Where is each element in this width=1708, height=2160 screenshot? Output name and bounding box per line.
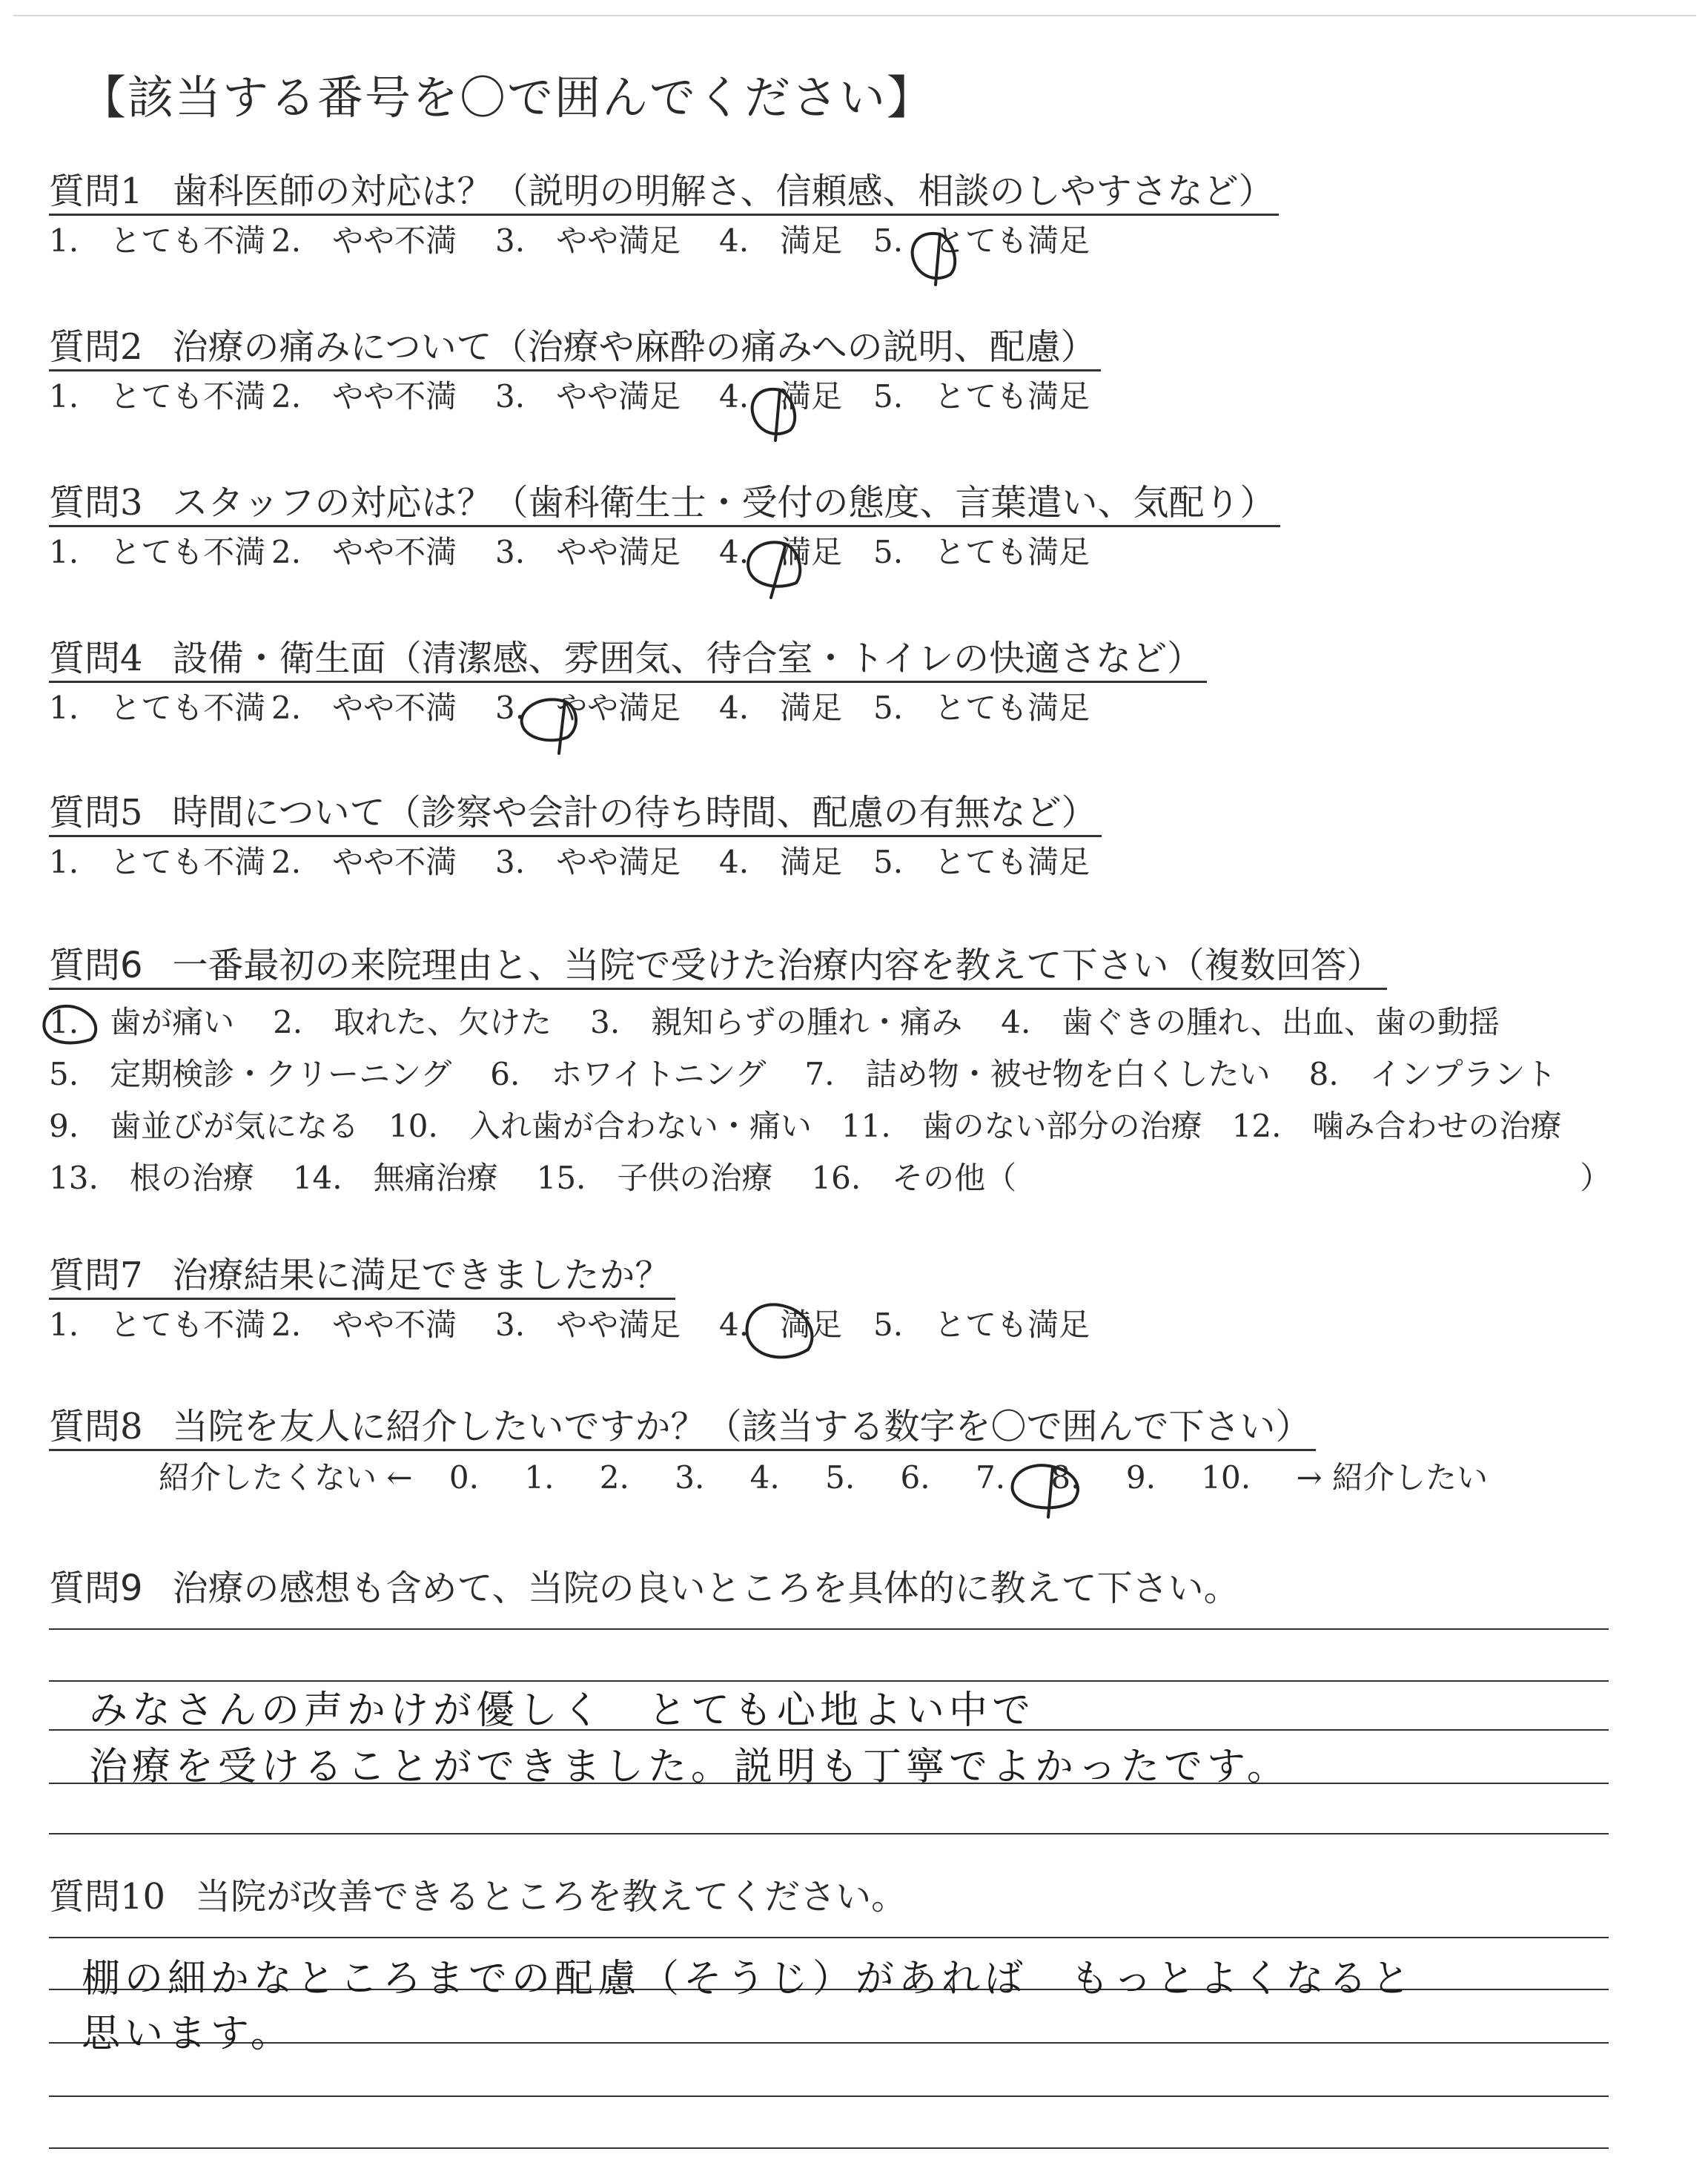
option-4[interactable]: 4. 歯ぐきの腫れ、出血、歯の動揺 [1001,1004,1500,1040]
option-5[interactable]: 5. とても満足 [873,1307,1090,1343]
option-2[interactable]: 2. やや不満 [271,222,457,259]
question-number: 質問6 [49,945,143,986]
recommend-scale [159,1453,1488,1498]
question-9-title [49,1566,1244,1611]
answer-options [49,1304,1090,1346]
handwritten-answer-line: みなさんの声かけが優しく とても心地よい中で [89,1688,1036,1733]
question-1 [49,169,1279,262]
question-9 [49,1566,1244,1611]
other-close-paren: ） [1580,1160,1612,1196]
answer-options [49,220,1279,262]
option-12[interactable]: 12. 噛み合わせの治療 [1231,1108,1562,1144]
question-7 [49,1253,1090,1346]
option-6[interactable]: 6. ホワイトニング [490,1056,767,1092]
option-3[interactable]: 3. 親知らずの腫れ・痛み [590,1004,963,1040]
scale-0[interactable]: 0. [448,1459,479,1496]
question-2-title [49,325,1101,371]
option-1[interactable]: 1. とても不満 [49,378,266,415]
option-5[interactable]: 5. 定期検診・クリーニング [49,1056,452,1092]
option-3[interactable]: 3. やや満足 [495,222,681,259]
question-text: 治療結果に満足できましたか？ [172,1255,671,1296]
scale-3[interactable]: 3. [675,1459,705,1496]
question-2 [49,325,1101,417]
scale-8[interactable]: 8. [1050,1459,1081,1496]
question-number: 質問9 [49,1568,143,1609]
option-5[interactable]: 5. とても満足 [873,534,1090,570]
question-4-title [49,636,1207,683]
question-text: 当院を友人に紹介したいですか？（該当する数字を〇で囲んで下さい） [172,1406,1311,1447]
question-8-title [49,1404,1316,1451]
option-9[interactable]: 9. 歯並びが気になる [49,1108,360,1144]
option-4[interactable]: 4. 満足 [719,844,843,880]
question-number: 質問5 [49,792,143,833]
question-1-title [49,169,1279,216]
option-11[interactable]: 11. 歯のない部分の治療 [841,1108,1202,1144]
question-text: 設備・衛生面（清潔感、雰囲気、待合室・トイレの快適さなど） [172,638,1203,679]
question-number: 質問8 [49,1406,143,1447]
scale-left-label: 紹介したくない ← [159,1459,413,1496]
question-10-title [49,1875,911,1919]
option-4[interactable]: 4. 満足 [719,378,843,415]
question-6 [49,943,1387,990]
question-3-title [49,480,1280,527]
option-4[interactable]: 4. 満足 [719,534,843,570]
question-3 [49,480,1280,573]
option-2[interactable]: 2. やや不満 [271,534,457,570]
answer-options [49,376,1101,417]
scale-2[interactable]: 2. [599,1459,629,1496]
handwritten-answer-line: 棚の細かなところまでの配慮（そうじ）があれば もっとよくなると [82,1957,1415,2001]
page-title: 【該当する番号を〇で囲んでください】 [80,70,935,125]
option-2[interactable]: 2. やや不満 [271,844,457,880]
scale-1[interactable]: 1. [524,1459,555,1496]
scale-right-label: → 紹介したい [1296,1459,1488,1496]
question-text: スタッフの対応は？（歯科衛生士・受付の態度、言葉遣い、気配り） [172,482,1276,524]
question-10 [49,1875,911,1919]
answer-rule [49,2095,1609,2097]
options-row [49,1152,1611,1204]
answer-rule [49,1833,1609,1834]
option-5[interactable]: 5. とても満足 [873,844,1090,880]
scale-4[interactable]: 4. [749,1459,780,1496]
option-3[interactable]: 3. やや満足 [495,844,681,880]
question-6-title [49,943,1387,990]
option-2[interactable]: 2. やや不満 [271,690,457,726]
option-5[interactable]: 5. とても満足 [873,690,1090,726]
question-text: 一番最初の来院理由と、当院で受けた治療内容を教えて下さい（複数回答） [172,945,1383,986]
question-number: 質問2 [49,326,143,368]
question-number: 質問10 [49,1876,166,1918]
option-3[interactable]: 3. やや満足 [495,534,681,570]
answer-options [49,687,1207,729]
question-5 [49,790,1102,883]
option-3[interactable]: 3. やや満足 [495,690,681,726]
question-text: 治療の感想も含めて、当院の良いところを具体的に教えて下さい。 [172,1568,1239,1609]
option-5[interactable]: 5. とても満足 [873,222,1090,259]
option-3[interactable]: 3. やや満足 [495,1307,681,1343]
question-7-title [49,1253,675,1300]
option-1[interactable]: 1. とても不満 [49,1307,266,1343]
handwritten-answer-line: 治療を受けることができました。説明も丁寧でよかったです。 [89,1745,1290,1789]
option-13[interactable]: 13. 根の治療 [49,1160,254,1196]
handwritten-answer-line: 思います。 [82,2012,294,2056]
question-text: 歯科医師の対応は？（説明の明解さ、信頼感、相談のしやすさなど） [172,171,1274,212]
options-row [49,1048,1611,1100]
scale-9[interactable]: 9. [1125,1459,1156,1496]
option-4[interactable]: 4. 満足 [719,1307,843,1343]
option-16[interactable]: 16. その他（ [811,1160,1017,1196]
question-4 [49,636,1207,729]
option-1[interactable]: 1. とても不満 [49,844,266,880]
top-border [13,15,1696,16]
option-1[interactable]: 1. 歯が痛い [49,1004,235,1040]
question-number: 質問4 [49,638,143,679]
option-4[interactable]: 4. 満足 [719,690,843,726]
options-row [49,997,1611,1048]
option-5[interactable]: 5. とても満足 [873,378,1090,415]
option-14[interactable]: 14. 無痛治療 [292,1160,498,1196]
question-8 [49,1404,1316,1451]
answer-rule [49,1628,1609,1630]
option-2[interactable]: 2. 取れた、欠けた [273,1004,552,1040]
option-7[interactable]: 7. 詰め物・被せ物を白くしたい [804,1056,1271,1092]
option-1[interactable]: 1. とても不満 [49,690,266,726]
question-text: 治療の痛みについて（治療や麻酔の痛みへの説明、配慮） [172,326,1096,368]
option-3[interactable]: 3. やや満足 [495,378,681,415]
option-4[interactable]: 4. 満足 [719,222,843,259]
question-text: 時間について（診察や会計の待ち時間、配慮の有無など） [172,792,1097,833]
question-number: 質問3 [49,482,143,524]
option-2[interactable]: 2. やや不満 [271,1307,457,1343]
scale-5[interactable]: 5. [825,1459,855,1496]
scale-10[interactable]: 10. [1201,1459,1251,1496]
scale-6[interactable]: 6. [900,1459,930,1496]
answer-options [49,532,1280,573]
option-15[interactable]: 15. 子供の治療 [536,1160,773,1196]
option-10[interactable]: 10. 入れ歯が合わない・痛い [388,1108,812,1144]
option-2[interactable]: 2. やや不満 [271,378,457,415]
answer-rule [49,2147,1609,2149]
answer-options [49,842,1102,883]
option-1[interactable]: 1. とても不満 [49,534,266,570]
answer-rule [49,1937,1609,1938]
question-number: 質問7 [49,1255,143,1296]
question-number: 質問1 [49,171,143,212]
question-text: 当院が改善できるところを教えてください。 [195,1876,907,1918]
question-5-title [49,790,1102,837]
scale-7[interactable]: 7. [975,1459,1006,1496]
option-8[interactable]: 8. インプラント [1308,1056,1557,1092]
options-row [49,1100,1611,1152]
option-1[interactable]: 1. とても不満 [49,222,266,259]
question-6-options [49,997,1611,1204]
